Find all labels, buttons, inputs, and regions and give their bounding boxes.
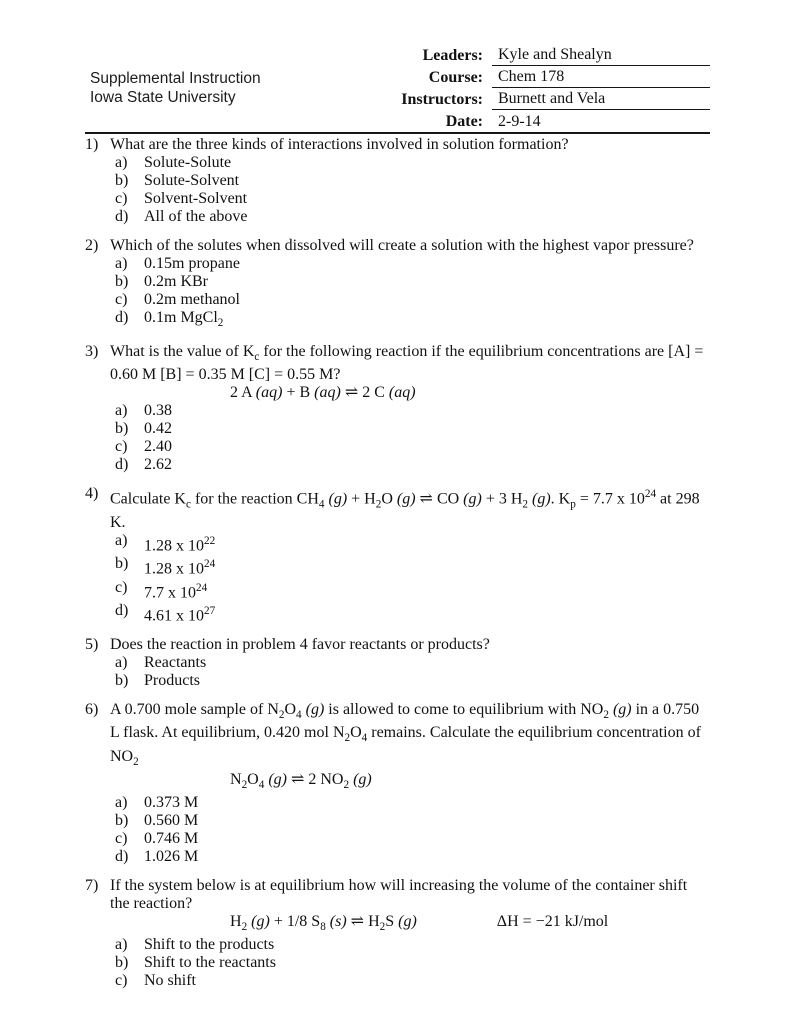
equation-text: 2 A (aq) + B (aq) ⇌ 2 C (aq) bbox=[230, 384, 416, 402]
option bbox=[110, 154, 710, 172]
question-3 bbox=[85, 343, 710, 474]
header bbox=[85, 44, 710, 134]
question-prompt: Calculate $K_c$ for the reaction $CH_4$ $(g) + H_2O$ (g) ⇌ CO (g) + 3 $H_2$ (g). $K_p = 7.7$ x $10^{24}$ at 298 K. bbox=[110, 488, 700, 531]
question-2 bbox=[85, 237, 710, 332]
question-prompt: What are the three kinds of interactions involved in solution formation? bbox=[110, 136, 569, 153]
option-text: 0.38 bbox=[144, 402, 172, 420]
option bbox=[110, 273, 710, 291]
question-4 bbox=[85, 485, 710, 625]
field-value-leaders: Kyle and Shealyn bbox=[492, 46, 710, 66]
question-number: 4) bbox=[85, 485, 99, 503]
option-text: Solute-Solute bbox=[144, 154, 232, 171]
option-text: 0.746 M bbox=[144, 829, 199, 847]
option-letter: a) bbox=[115, 154, 128, 171]
equation-text: $N_2O_4$ (g) ⇌ 2 $NO_2$ (g) bbox=[230, 770, 372, 791]
option-text: 2.62 bbox=[144, 456, 172, 474]
question-prompt: What is the value of $K_c$ for the following reaction if the equilibrium concentrations are [A] = 0.60 M [B] = 0.35 M [C] = 0.55 M? bbox=[110, 343, 704, 384]
option-letter: a) bbox=[115, 255, 128, 272]
options-list bbox=[110, 794, 710, 866]
option bbox=[110, 794, 710, 812]
options-list bbox=[110, 402, 710, 474]
question-body bbox=[110, 136, 710, 226]
option bbox=[110, 309, 710, 332]
question-5 bbox=[85, 636, 710, 690]
option bbox=[110, 555, 710, 578]
option bbox=[110, 972, 710, 990]
question-body bbox=[110, 877, 710, 990]
option bbox=[110, 936, 710, 954]
option-text: 0.560 M bbox=[144, 811, 199, 829]
option-text: 1.28 x $10^{22}$ bbox=[144, 534, 216, 555]
equation-line bbox=[110, 913, 710, 936]
option bbox=[110, 830, 710, 848]
field-value-instructors: Burnett and Vela bbox=[492, 90, 710, 110]
question-prompt: A 0.700 mole sample of $N_2O_4$ (g) is allowed to come to equilibrium with $NO_2$ (g) in a 0.750 L flask. At equilibrium, 0.420 mol $N_2O_4$ remains. Calculate the equilibrium concentration of $NO_2$ bbox=[110, 701, 701, 768]
question-body bbox=[110, 701, 710, 866]
question-1 bbox=[85, 136, 710, 226]
header-field-row-leaders bbox=[388, 44, 710, 66]
option-letter: b) bbox=[115, 420, 129, 438]
option-letter: a) bbox=[115, 402, 128, 420]
option-letter: a) bbox=[115, 654, 128, 672]
question-number: 1) bbox=[85, 136, 99, 153]
options-list bbox=[110, 532, 710, 625]
org-block bbox=[85, 44, 388, 132]
option-text: 0.15m propane bbox=[144, 255, 240, 272]
options-list bbox=[110, 154, 710, 226]
option-text: No shift bbox=[144, 972, 196, 990]
option bbox=[110, 420, 710, 438]
option-text: 0.42 bbox=[144, 420, 172, 438]
question-prompt: If the system below is at equilibrium how will increasing the volume of the container shift the reaction? bbox=[110, 876, 688, 912]
field-value-course: Chem 178 bbox=[492, 68, 710, 88]
option-text: 2.40 bbox=[144, 438, 172, 456]
option-letter: c) bbox=[115, 190, 128, 207]
options-list bbox=[110, 255, 710, 332]
questions-list bbox=[85, 134, 710, 990]
option-text: 0.373 M bbox=[144, 793, 199, 811]
option-letter: c) bbox=[115, 578, 128, 596]
option bbox=[110, 954, 710, 972]
option-letter: c) bbox=[115, 438, 128, 456]
header-fields bbox=[388, 44, 710, 132]
option-text: Products bbox=[144, 672, 200, 690]
org-university: Iowa State University bbox=[90, 88, 236, 106]
option bbox=[110, 255, 710, 273]
options-list bbox=[110, 654, 710, 690]
option-letter: a) bbox=[115, 936, 128, 954]
option bbox=[110, 812, 710, 830]
question-prompt: Does the reaction in problem 4 favor reactants or products? bbox=[110, 636, 490, 654]
option bbox=[110, 172, 710, 190]
option-text: 1.28 x $10^{24}$ bbox=[144, 558, 216, 578]
option-text: Shift to the reactants bbox=[144, 954, 276, 972]
option-letter: b) bbox=[115, 672, 129, 690]
option bbox=[110, 438, 710, 456]
question-number: 3) bbox=[85, 343, 99, 361]
option-letter: b) bbox=[115, 273, 129, 290]
field-label-date: Date: bbox=[445, 113, 483, 130]
question-body bbox=[110, 343, 710, 474]
question-body bbox=[110, 636, 710, 690]
question-number: 5) bbox=[85, 636, 99, 654]
option bbox=[110, 654, 710, 672]
equation-annotation: ΔH = −21 kJ/mol bbox=[496, 912, 609, 930]
question-number: 7) bbox=[85, 876, 99, 894]
org-name: Supplemental Instruction bbox=[90, 70, 261, 87]
question-7 bbox=[85, 877, 710, 990]
option bbox=[110, 190, 710, 208]
option-text: Solvent-Solvent bbox=[144, 190, 248, 207]
option-letter: d) bbox=[115, 456, 129, 474]
option-text: All of the above bbox=[144, 208, 248, 225]
options-list bbox=[110, 936, 710, 990]
option bbox=[110, 208, 710, 226]
option-letter: a) bbox=[115, 793, 128, 811]
option-letter: c) bbox=[115, 829, 128, 847]
question-number: 6) bbox=[85, 701, 99, 719]
option-text: 0.2m methanol bbox=[144, 291, 240, 308]
equation-text: $H_2$ (g) + 1/8 $S_8$ (s) ⇌ $H_2S$ (g) bbox=[230, 912, 417, 934]
header-field-row-course bbox=[388, 66, 710, 88]
option bbox=[110, 532, 710, 555]
option bbox=[110, 672, 710, 690]
option-letter: b) bbox=[115, 954, 129, 972]
field-label-leaders: Leaders: bbox=[422, 47, 483, 64]
option-letter: b) bbox=[115, 172, 129, 189]
option-text: Reactants bbox=[144, 654, 207, 672]
option bbox=[110, 848, 710, 866]
option-letter: d) bbox=[115, 309, 129, 326]
option-letter: a) bbox=[115, 531, 128, 549]
option-text: 4.61 x $10^{27}$ bbox=[144, 604, 216, 625]
header-field-row-date bbox=[388, 110, 710, 132]
field-label-instructors: Instructors: bbox=[401, 91, 483, 108]
option-letter: d) bbox=[115, 847, 129, 865]
question-prompt: Which of the solutes when dissolved will create a solution with the highest vapor pressure? bbox=[110, 237, 694, 254]
option-text: Shift to the products bbox=[144, 936, 275, 954]
field-label-course: Course: bbox=[428, 69, 483, 86]
option-text: 0.1m MgCl$_2$ bbox=[144, 309, 224, 330]
equation-line bbox=[110, 771, 710, 794]
option bbox=[110, 602, 710, 625]
option-letter: d) bbox=[115, 601, 129, 619]
option-letter: d) bbox=[115, 208, 129, 225]
option-letter: b) bbox=[115, 555, 129, 573]
question-number: 2) bbox=[85, 237, 99, 254]
option-letter: b) bbox=[115, 811, 129, 829]
header-field-row-instructors bbox=[388, 88, 710, 110]
question-body bbox=[110, 485, 710, 625]
question-body bbox=[110, 237, 710, 332]
option-text: Solute-Solvent bbox=[144, 172, 240, 189]
option bbox=[110, 402, 710, 420]
option-letter: c) bbox=[115, 291, 128, 308]
option bbox=[110, 579, 710, 602]
option bbox=[110, 291, 710, 309]
option-text: 1.026 M bbox=[144, 847, 199, 865]
field-value-date: 2-9-14 bbox=[498, 113, 541, 130]
question-6 bbox=[85, 701, 710, 866]
option-text: 7.7 x $10^{24}$ bbox=[144, 581, 208, 601]
option-text: 0.2m KBr bbox=[144, 273, 208, 290]
option bbox=[110, 456, 710, 474]
equation-line bbox=[110, 384, 710, 402]
option-letter: c) bbox=[115, 972, 128, 990]
